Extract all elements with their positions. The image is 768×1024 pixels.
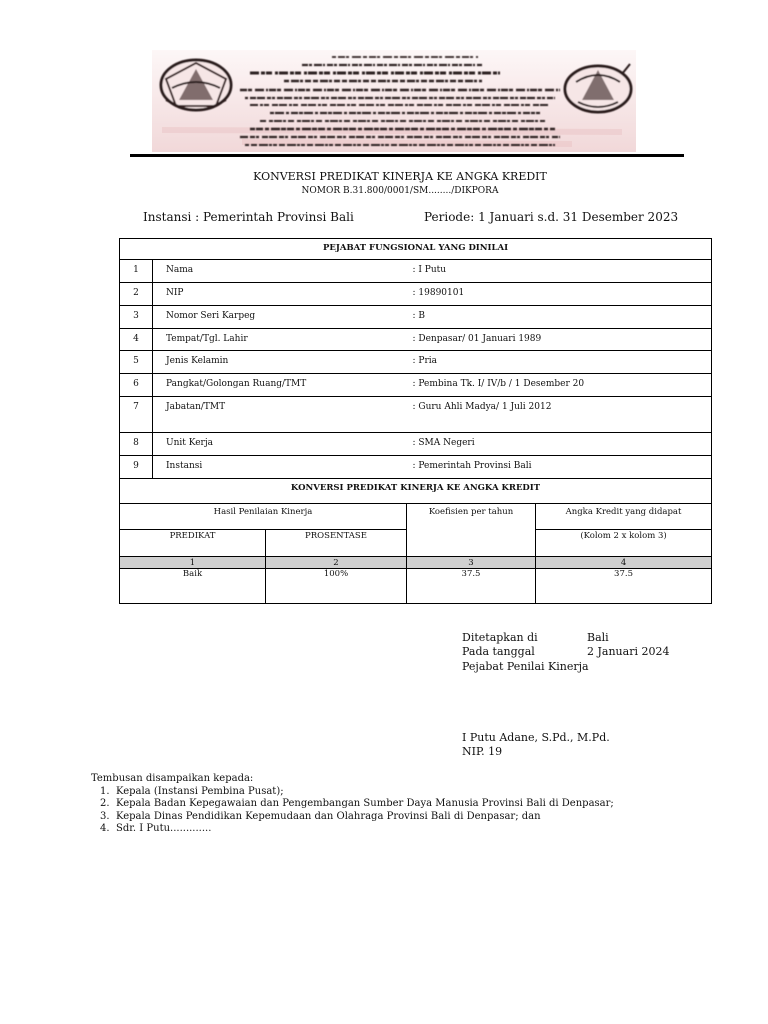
list-item [91, 786, 614, 799]
signer-role: Pejabat Penilai Kinerja [462, 660, 589, 673]
seal-right-logo [565, 64, 631, 112]
list-item [91, 811, 614, 824]
table-row [120, 456, 712, 479]
date-label: Pada tanggal [462, 645, 535, 658]
column-number: 3 [407, 557, 536, 569]
field-value: : Pria [413, 351, 712, 374]
periode-line: Periode: 1 Januari s.d. 31 Desember 2023 [424, 210, 679, 224]
document-title: KONVERSI PREDIKAT KINERJA KE ANGKA KREDIT [253, 170, 547, 183]
table-row [120, 283, 712, 306]
field-value: : Denpasar/ 01 Januari 1989 [413, 329, 712, 351]
tembusan-section [91, 773, 614, 836]
konversi-result-row [120, 569, 712, 604]
signer-name: I Putu Adane, S.Pd., M.Pd. [462, 731, 610, 744]
table-row [120, 374, 712, 397]
field-label: Pangkat/Golongan Ruang/TMT [153, 374, 413, 397]
letterhead-rule [130, 154, 684, 157]
row-number: 7 [120, 397, 153, 433]
column-number-row [120, 557, 712, 569]
angka-kredit-formula: (Kolom 2 x kolom 3) [536, 530, 712, 557]
angka-kredit-header: Angka Kredit yang didapat [536, 504, 712, 530]
prosentase-header: PROSENTASE [266, 530, 407, 557]
field-value: : 19890101 [413, 283, 712, 306]
instansi-line: Instansi : Pemerintah Provinsi Bali [143, 210, 354, 224]
date-value: 2 Januari 2024 [587, 645, 670, 658]
seal-left-logo [161, 60, 231, 110]
list-item-number: 2. [100, 798, 110, 809]
field-label: Jabatan/TMT [153, 397, 413, 433]
koefisien-header: Koefisien per tahun [407, 504, 536, 557]
list-item [91, 823, 614, 836]
field-label: Unit Kerja [153, 433, 413, 456]
pejabat-heading-row [120, 239, 712, 260]
signer-nip: NIP. 19 [462, 745, 503, 758]
table-row [120, 433, 712, 456]
column-number: 2 [266, 557, 407, 569]
field-value: : SMA Negeri [413, 433, 712, 456]
list-item-text: Sdr. I Putu............. [116, 823, 212, 834]
hasil-penilaian-header: Hasil Penilaian Kinerja [120, 504, 407, 530]
table-row [120, 306, 712, 329]
document-number: NOMOR B.31.800/0001/SM......../DIKPORA [301, 186, 499, 196]
row-number: 9 [120, 456, 153, 479]
list-item-text: Kepala Dinas Pendidikan Kepemudaan dan Olahraga Provinsi Bali di Denpasar; dan [116, 810, 541, 822]
field-label: Nomor Seri Karpeg [153, 306, 413, 329]
field-value: : Pembina Tk. I/ IV/b / 1 Desember 20 [413, 374, 712, 397]
row-number: 5 [120, 351, 153, 374]
list-item [91, 798, 614, 811]
predikat-header: PREDIKAT [120, 530, 266, 557]
list-item-text: Kepala (Instansi Pembina Pusat); [116, 785, 284, 797]
column-number: 4 [536, 557, 712, 569]
field-label: Tempat/Tgl. Lahir [153, 329, 413, 351]
row-number: 3 [120, 306, 153, 329]
row-number: 2 [120, 283, 153, 306]
assessment-table [119, 238, 712, 604]
field-value: : Guru Ahli Madya/ 1 Juli 2012 [413, 397, 712, 433]
field-label: Instansi [153, 456, 413, 479]
field-value: : I Putu [413, 260, 712, 283]
table-row [120, 397, 712, 433]
koefisien-value: 37.5 [407, 569, 536, 604]
predikat-value: Baik [120, 569, 266, 604]
list-item-number: 3. [100, 810, 110, 822]
list-item-number: 1. [100, 785, 110, 797]
tembusan-heading: Tembusan disampaikan kepada: [91, 773, 254, 784]
field-label: Jenis Kelamin [153, 351, 413, 374]
list-item-number: 4. [100, 823, 110, 834]
list-item-text: Kepala Badan Kepegawaian dan Pengembangan Sumber Daya Manusia Provinsi Bali di Denpasar; [116, 798, 614, 809]
field-label: NIP [153, 283, 413, 306]
table-row [120, 260, 712, 283]
table-row [120, 351, 712, 374]
column-number: 1 [120, 557, 266, 569]
angka-kredit-value: 37.5 [536, 569, 712, 604]
row-number: 8 [120, 433, 153, 456]
letterhead-image [152, 50, 636, 152]
row-number: 6 [120, 374, 153, 397]
pejabat-heading: PEJABAT FUNGSIONAL YANG DINILAI [120, 239, 712, 260]
place-label: Ditetapkan di [462, 631, 538, 644]
table-row [120, 329, 712, 351]
place-value: Bali [587, 631, 609, 644]
row-number: 4 [120, 329, 153, 351]
konversi-heading-row [120, 479, 712, 504]
konversi-heading: KONVERSI PREDIKAT KINERJA KE ANGKA KREDIT [120, 479, 712, 504]
field-value: : Pemerintah Provinsi Bali [413, 456, 712, 479]
row-number: 1 [120, 260, 153, 283]
field-label: Nama [153, 260, 413, 283]
konversi-header-row [120, 504, 712, 530]
field-value: : B [413, 306, 712, 329]
prosentase-value: 100% [266, 569, 407, 604]
